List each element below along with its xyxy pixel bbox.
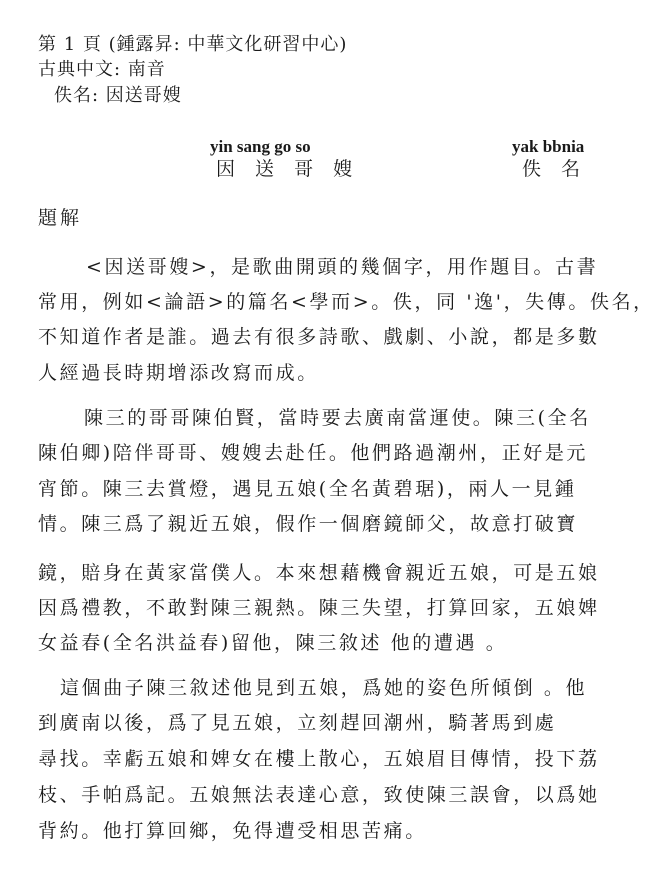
body-line: 陳伯卿)陪伴哥哥、嫂嫂去赴任。他們路過潮州，正好是元 bbox=[38, 442, 589, 464]
section-heading: 題解 bbox=[38, 207, 83, 229]
body-line: 女益春(全名洪益春)留他，陳三敘述 他的遭遇 。 bbox=[38, 632, 508, 654]
body-line: 不知道作者是誰。過去有很多詩歌、戲劇、小說，都是多數 bbox=[38, 326, 600, 348]
body-line: 鏡，賠身在黃家當僕人。本來想藉機會親近五娘，可是五娘 bbox=[38, 562, 600, 584]
author-romanization: yak bbnia bbox=[512, 137, 585, 156]
body-line: 尋找。幸虧五娘和婢女在樓上散心，五娘眉目傳情，投下荔 bbox=[38, 748, 600, 770]
page-header-work: 佚名: 因送哥嫂 bbox=[54, 85, 182, 106]
body-line: 陳三的哥哥陳伯賢，當時要去廣南當運使。陳三(全名 bbox=[84, 407, 591, 429]
body-line: 因爲禮教，不敢對陳三親熱。陳三失望，打算回家，五娘婢 bbox=[38, 597, 600, 619]
page-header-category: 古典中文: 南音 bbox=[38, 59, 166, 80]
body-line: 常用，例如<論語>的篇名<學而>。佚，同 '逸'，失傳。佚名， bbox=[38, 291, 655, 313]
body-line: 這個曲子陳三敘述他見到五娘，爲她的姿色所傾倒 。他 bbox=[60, 677, 588, 699]
body-line: 枝、手帕爲記。五娘無法表達心意，致使陳三誤會，以爲她 bbox=[38, 784, 600, 806]
body-line: 到廣南以後，爲了見五娘，立刻趕回潮州，騎著馬到處 bbox=[38, 712, 557, 734]
body-line: 人經過長時期增添改寫而成。 bbox=[38, 362, 319, 384]
body-line: 情。陳三爲了親近五娘，假作一個磨鏡師父，故意打破寶 bbox=[38, 513, 579, 535]
page-header-source: 第 1 頁 (鍾露昇: 中華文化研習中心) bbox=[38, 34, 348, 55]
body-line: 宵節。陳三去賞燈，遇見五娘(全名黃碧琚)，兩人一見鍾 bbox=[38, 478, 577, 500]
title-chinese: 因 送 哥 嫂 bbox=[216, 158, 360, 180]
title-main bbox=[210, 137, 359, 181]
body-line: <因送哥嫂>，是歌曲開頭的幾個字，用作題目。古書 bbox=[86, 256, 599, 278]
body-line: 背約。他打算回鄉，免得遭受相思苦痛。 bbox=[38, 820, 427, 842]
title-romanization: yin sang go so bbox=[210, 137, 311, 156]
title-author bbox=[512, 137, 600, 181]
author-chinese: 佚名 bbox=[522, 158, 601, 180]
